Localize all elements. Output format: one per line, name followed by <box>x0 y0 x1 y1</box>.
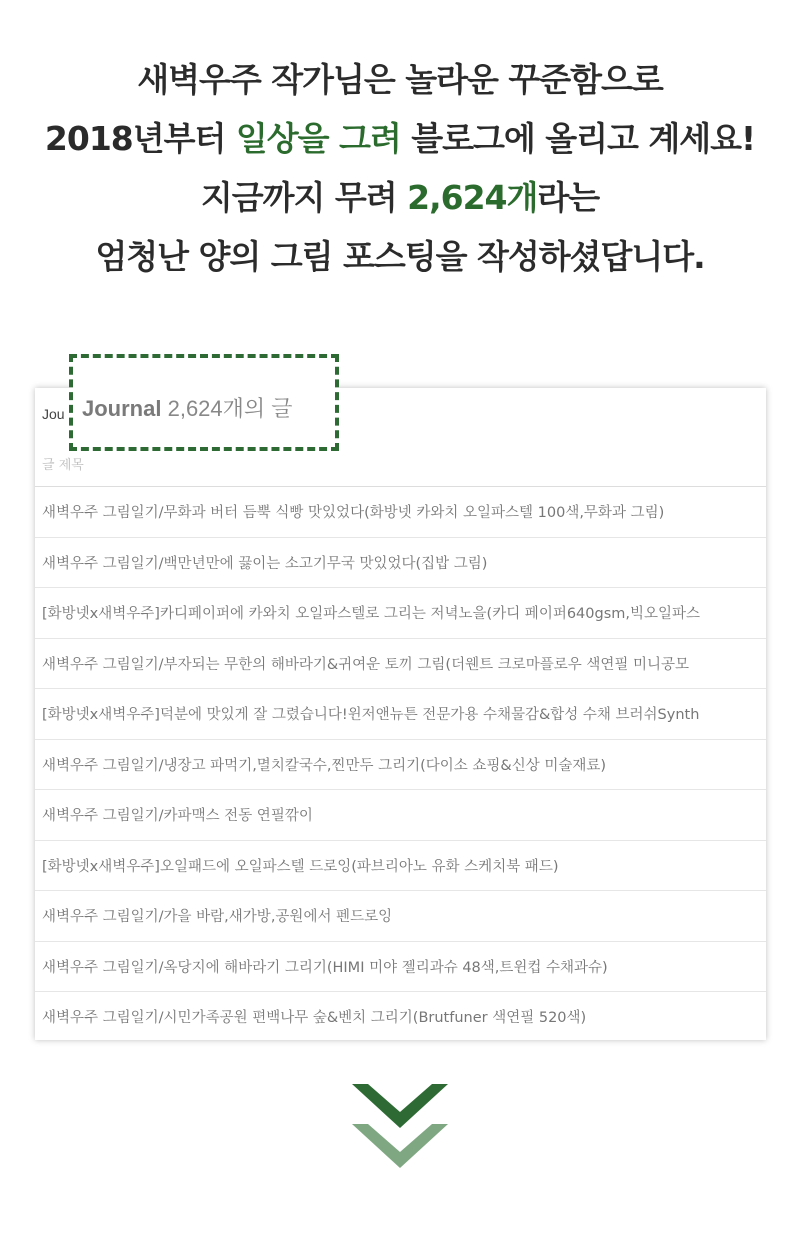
headline-line-1: 새벽우주 작가님은 놀라운 꾸준함으로 <box>137 60 663 99</box>
post-row[interactable]: 새벽우주 그림일기/무화과 버터 듬뿍 식빵 맛있었다(화방넷 카와치 오일파스텔 100색,무화과 그림) <box>35 487 766 538</box>
headline-line-2 <box>0 109 800 168</box>
headline-line-3-post: 라는 <box>537 178 600 217</box>
post-row[interactable]: 새벽우주 그림일기/가을 바람,새가방,공원에서 펜드로잉 <box>35 891 766 942</box>
column-header-post-title: 글 제목 <box>42 458 84 473</box>
headline-line-4: 엄청난 양의 그림 포스팅을 작성하셨답니다. <box>95 237 705 276</box>
headline-line-2-highlight: 일상을 그려 <box>235 119 401 158</box>
post-row[interactable]: 새벽우주 그림일기/백만년만에 끓이는 소고기무국 맛있었다(집밥 그림) <box>35 538 766 589</box>
blog-title-partial: Jou <box>42 406 65 422</box>
headline <box>0 50 800 286</box>
headline-line-3-highlight: 2,624개 <box>407 178 538 217</box>
post-row[interactable]: [화방넷x새벽우주]오일패드에 오일파스텔 드로잉(파브리아노 유화 스케치북 패드) <box>35 841 766 892</box>
chevron-down-icon <box>352 1082 448 1182</box>
post-row[interactable]: 새벽우주 그림일기/카파맥스 전동 연필깎이 <box>35 790 766 841</box>
headline-line-2-post: 블로그에 올리고 계세요! <box>400 119 756 158</box>
post-row[interactable]: 새벽우주 그림일기/시민가족공원 편백나무 숲&벤치 그리기(Brutfuner 색연필 520색) <box>35 992 766 1040</box>
post-row[interactable]: 새벽우주 그림일기/부자되는 무한의 해바라기&귀여운 토끼 그림(더웬트 크로마플로우 색연필 미니공모 <box>35 639 766 690</box>
headline-line-3-pre: 지금까지 무려 <box>200 178 408 217</box>
post-row[interactable]: 새벽우주 그림일기/냉장고 파먹기,멸치칼국수,찐만두 그리기(다이소 쇼핑&신상 미술재료) <box>35 740 766 791</box>
blog-title <box>82 392 293 423</box>
chevron-bottom <box>352 1124 448 1168</box>
post-row[interactable]: 새벽우주 그림일기/옥당지에 해바라기 그리기(HIMI 미야 젤리과슈 48색,트윈컵 수채과슈) <box>35 942 766 993</box>
double-chevron-down-icon <box>352 1082 448 1182</box>
blog-title-name: Journal <box>82 396 162 421</box>
blog-post-list-panel <box>35 388 766 1040</box>
post-row[interactable]: [화방넷x새벽우주]카디페이퍼에 카와치 오일파스텔로 그리는 저녁노을(카디 페이퍼640gsm,빅오일파스 <box>35 588 766 639</box>
headline-line-3 <box>0 168 800 227</box>
headline-line-2-pre: 2018년부터 <box>44 119 236 158</box>
post-row[interactable]: [화방넷x새벽우주]덕분에 맛있게 잘 그렸습니다!윈저앤뉴튼 전문가용 수채물감&합성 수채 브러쉬Synth <box>35 689 766 740</box>
chevron-top <box>352 1084 448 1128</box>
blog-post-count: 2,624개의 글 <box>167 396 293 421</box>
blog-title-callout <box>69 354 339 451</box>
post-list <box>35 487 766 1040</box>
